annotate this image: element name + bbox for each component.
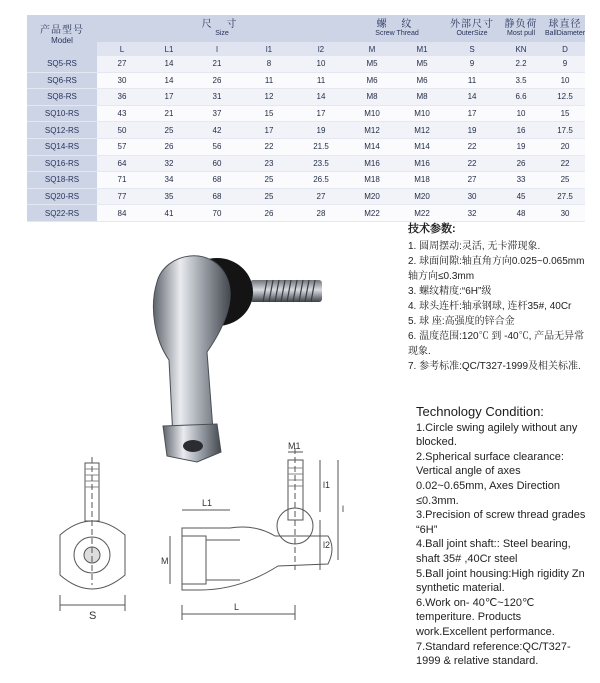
table-cell: 19 <box>447 122 497 139</box>
table-cell: M20 <box>347 188 397 205</box>
table-cell: 15 <box>545 105 585 122</box>
table-cell: 12 <box>243 89 295 106</box>
list-item: 1. 圆周摆动:灵活, 无卡滞现象. <box>408 241 541 252</box>
column-header-row <box>27 42 585 56</box>
table-cell: 19 <box>497 138 545 155</box>
list-item: 2.Spherical surface clearance: Vertical angle of axes 0.02~0.65mm, Axes Direction ≤0.3mm. <box>416 450 564 507</box>
table-cell: 8 <box>243 56 295 72</box>
tech-params-zh-list <box>408 239 588 374</box>
table-cell: 60 <box>191 155 243 172</box>
table-cell: 25 <box>243 172 295 189</box>
table-cell: 45 <box>497 188 545 205</box>
table-cell: M5 <box>347 56 397 72</box>
column-header: D <box>545 42 585 56</box>
mostpull-header: 静负荷 Most pull <box>497 15 545 42</box>
model-header: 产品型号 Model <box>27 15 97 56</box>
table-cell: 10 <box>497 105 545 122</box>
balldiameter-header: 球直径 BallDiameter <box>545 15 585 42</box>
table-cell: 25 <box>545 172 585 189</box>
table-cell: 17 <box>447 105 497 122</box>
column-header: l1 <box>243 42 295 56</box>
thread-header: 螺 纹 Screw Thread <box>347 15 447 42</box>
table-cell: 26 <box>147 138 191 155</box>
table-cell: 20 <box>545 138 585 155</box>
table-cell: 33 <box>497 172 545 189</box>
table-cell: 17 <box>243 122 295 139</box>
table-cell: M14 <box>347 138 397 155</box>
model-cell: SQ8-RS <box>27 89 97 106</box>
tech-params-zh-title: 技术参数: <box>408 223 456 235</box>
table-cell: M5 <box>397 56 447 72</box>
column-header: KN <box>497 42 545 56</box>
size-header: 尺 寸 Size <box>97 15 347 42</box>
column-header: L <box>97 42 147 56</box>
column-header: l <box>191 42 243 56</box>
column-header: M1 <box>397 42 447 56</box>
table-cell: 12.5 <box>545 89 585 106</box>
table-cell: 26 <box>243 205 295 222</box>
model-cell: SQ16-RS <box>27 155 97 172</box>
table-cell: 21 <box>191 56 243 72</box>
table-row <box>27 72 585 89</box>
table-cell: 22 <box>545 155 585 172</box>
table-cell: 27 <box>97 56 147 72</box>
table-cell: 42 <box>191 122 243 139</box>
model-cell: SQ18-RS <box>27 172 97 189</box>
list-item: 6.Work on- 40℃~120℃ temperiture. Products work.Excellent performance. <box>416 596 555 638</box>
list-item: 3.Precision of screw thread grades “6H” <box>416 509 586 536</box>
table-cell: M8 <box>347 89 397 106</box>
table-cell: M14 <box>397 138 447 155</box>
table-row <box>27 89 585 106</box>
table-cell: 2.2 <box>497 56 545 72</box>
table-row <box>27 205 585 222</box>
table-body <box>27 56 585 221</box>
table-cell: 17 <box>147 89 191 106</box>
table-cell: 9 <box>545 56 585 72</box>
list-item: 2. 球面间隙:轴直角方向0.025~0.065mm 轴方向≤0.3mm <box>408 256 585 282</box>
hex-outline <box>182 536 206 584</box>
table-cell: M8 <box>397 89 447 106</box>
table-cell: M16 <box>347 155 397 172</box>
table-cell: 10 <box>545 72 585 89</box>
table-cell: 11 <box>243 72 295 89</box>
model-cell: SQ22-RS <box>27 205 97 222</box>
column-header: M <box>347 42 397 56</box>
model-cell: SQ12-RS <box>27 122 97 139</box>
table-cell: 84 <box>97 205 147 222</box>
table-cell: 25 <box>243 188 295 205</box>
table-row <box>27 138 585 155</box>
table-cell: 27 <box>295 188 347 205</box>
list-item: 7.Standard reference:QC/T327-1999 & relative standard. <box>416 640 571 668</box>
table-cell: 9 <box>447 56 497 72</box>
table-cell: 30 <box>447 188 497 205</box>
table-cell: 26 <box>497 155 545 172</box>
outersize-header: 外部尺寸 OuterSize <box>447 15 497 42</box>
table-cell: M6 <box>397 72 447 89</box>
dim-label-L: L <box>234 602 240 612</box>
table-cell: 11 <box>447 72 497 89</box>
table-cell: 22 <box>447 155 497 172</box>
table-cell: M12 <box>397 122 447 139</box>
column-header: L1 <box>147 42 191 56</box>
table-cell: M12 <box>347 122 397 139</box>
front-view-drawing <box>45 455 145 625</box>
list-item: 5.Ball joint housing:High rigidity Zn synthetic material. <box>416 567 585 595</box>
table-cell: 6.6 <box>497 89 545 106</box>
table-cell: 26.5 <box>295 172 347 189</box>
table-cell: 28 <box>295 205 347 222</box>
table-row <box>27 188 585 205</box>
table-cell: 11 <box>295 72 347 89</box>
table-cell: M18 <box>347 172 397 189</box>
list-item: 3. 螺纹精度:“6H”级 <box>408 286 492 297</box>
table-cell: 25 <box>147 122 191 139</box>
table-cell: 77 <box>97 188 147 205</box>
table-cell: 35 <box>147 188 191 205</box>
table-cell: 34 <box>147 172 191 189</box>
table-cell: M18 <box>397 172 447 189</box>
tech-condition-title: Technology Condition: <box>416 404 544 419</box>
table-cell: 23 <box>243 155 295 172</box>
table-cell: 21.5 <box>295 138 347 155</box>
dim-label-s: S <box>89 610 97 622</box>
table-cell: M10 <box>347 105 397 122</box>
list-item: 7. 参考标准:QC/T327-1999及相关标准. <box>408 361 581 372</box>
table-cell: 41 <box>147 205 191 222</box>
table-cell: 10 <box>295 56 347 72</box>
table-cell: M20 <box>397 188 447 205</box>
table-cell: 14 <box>447 89 497 106</box>
table-cell: 32 <box>147 155 191 172</box>
model-cell: SQ6-RS <box>27 72 97 89</box>
table-cell: 68 <box>191 188 243 205</box>
table-cell: 15 <box>243 105 295 122</box>
table-cell: M16 <box>397 155 447 172</box>
ball-housing <box>153 256 230 442</box>
tech-params-zh <box>408 222 588 374</box>
model-cell: SQ10-RS <box>27 105 97 122</box>
table-cell: 48 <box>497 205 545 222</box>
table-cell: 37 <box>191 105 243 122</box>
table-cell: 32 <box>447 205 497 222</box>
table-cell: 56 <box>191 138 243 155</box>
table-row <box>27 56 585 72</box>
list-item: 6. 温度范围:120℃ 到 -40℃, 产品无异常现象. <box>408 331 585 357</box>
table-header-row <box>27 15 585 42</box>
dim-label-l1-small: l1 <box>323 480 331 490</box>
dim-label-l: l <box>342 504 344 514</box>
dim-label-l2: l2 <box>323 540 331 550</box>
table-cell: 14 <box>295 89 347 106</box>
table-cell: 30 <box>545 205 585 222</box>
dim-label-m: M <box>161 556 169 566</box>
spec-table <box>27 15 585 222</box>
table-cell: M6 <box>347 72 397 89</box>
side-view-drawing <box>160 440 385 630</box>
table-cell: 30 <box>97 72 147 89</box>
table-cell: 14 <box>147 56 191 72</box>
table-cell: 22 <box>447 138 497 155</box>
table-cell: 31 <box>191 89 243 106</box>
table-row <box>27 105 585 122</box>
table-cell: 71 <box>97 172 147 189</box>
tech-condition-en <box>416 405 588 669</box>
table-cell: 70 <box>191 205 243 222</box>
table-cell: 36 <box>97 89 147 106</box>
column-header: S <box>447 42 497 56</box>
table-cell: 3.5 <box>497 72 545 89</box>
table-cell: 16 <box>497 122 545 139</box>
model-cell: SQ20-RS <box>27 188 97 205</box>
list-item: 4. 球头连杆:轴承钢球, 连杆35#, 40Cr <box>408 301 572 312</box>
table-cell: M10 <box>397 105 447 122</box>
tech-condition-list <box>416 421 588 669</box>
table-row <box>27 122 585 139</box>
table-cell: 14 <box>147 72 191 89</box>
table-cell: 19 <box>295 122 347 139</box>
table-cell: 68 <box>191 172 243 189</box>
table-row <box>27 155 585 172</box>
list-item: 5. 球 座:高强度的锌合金 <box>408 316 515 327</box>
table-cell: 17 <box>295 105 347 122</box>
table-cell: 50 <box>97 122 147 139</box>
list-item: 4.Ball joint shaft:: Steel bearing, shaft 35# ,40Cr steel <box>416 538 571 565</box>
model-cell: SQ5-RS <box>27 56 97 72</box>
table-cell: M22 <box>397 205 447 222</box>
table-cell: 43 <box>97 105 147 122</box>
table-cell: 64 <box>97 155 147 172</box>
table-cell: 27 <box>447 172 497 189</box>
dim-label-l1: L1 <box>202 498 213 508</box>
dim-label-m1: M1 <box>288 441 301 451</box>
table-cell: 17.5 <box>545 122 585 139</box>
rod-end-photo <box>135 240 335 470</box>
table-cell: 27.5 <box>545 188 585 205</box>
table-cell: 21 <box>147 105 191 122</box>
column-header: l2 <box>295 42 347 56</box>
table-cell: 26 <box>191 72 243 89</box>
model-cell: SQ14-RS <box>27 138 97 155</box>
table-cell: M22 <box>347 205 397 222</box>
table-row <box>27 172 585 189</box>
table-cell: 22 <box>243 138 295 155</box>
table-cell: 23.5 <box>295 155 347 172</box>
list-item: 1.Circle swing agilely without any blocked. <box>416 421 578 449</box>
table-cell: 57 <box>97 138 147 155</box>
